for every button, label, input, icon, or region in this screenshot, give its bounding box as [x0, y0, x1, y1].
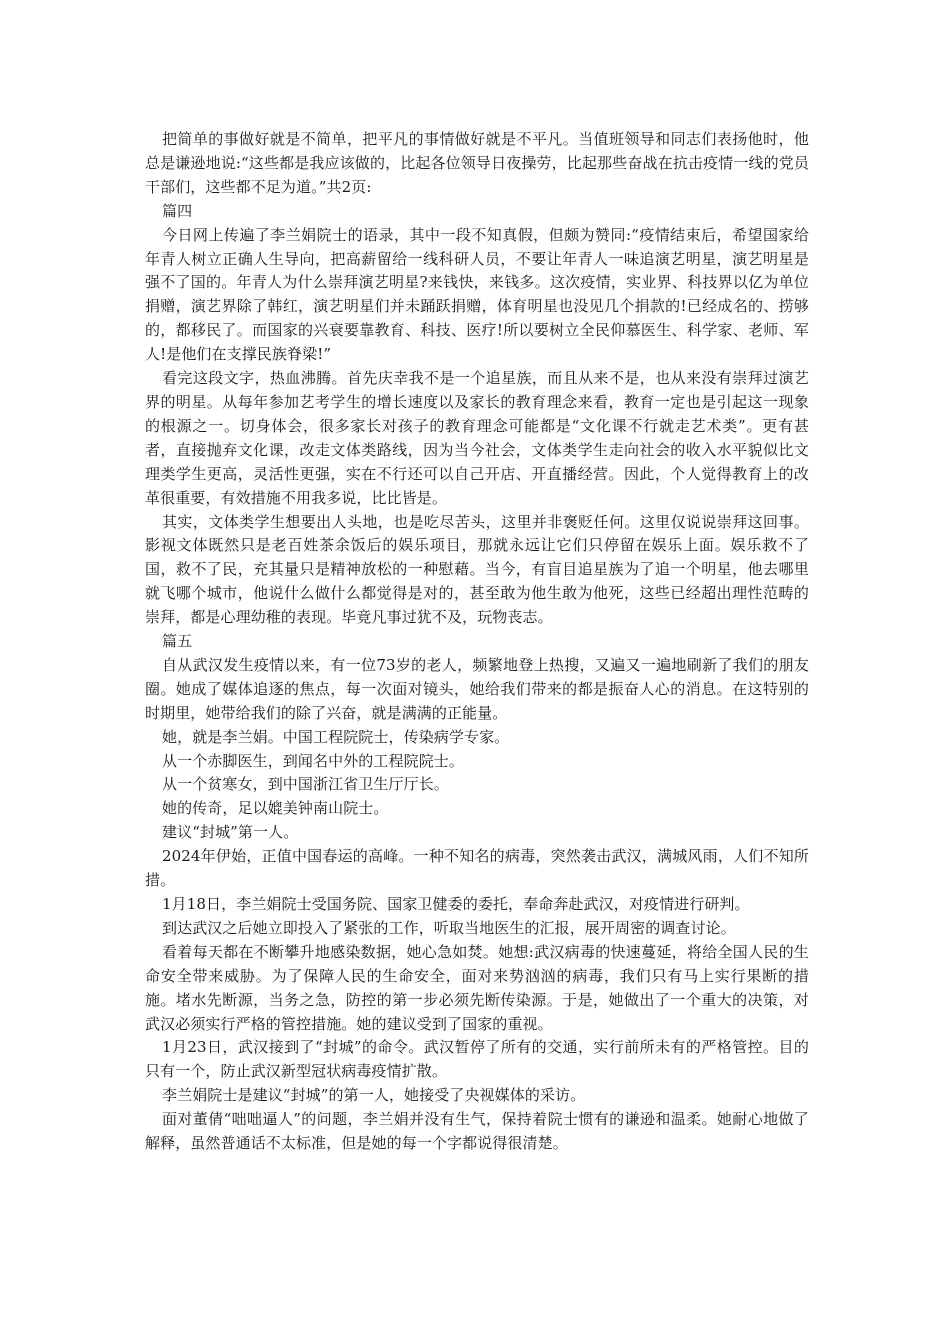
paragraph-1: 把简单的事做好就是不简单，把平凡的事情做好就是不平凡。当值班领导和同志们表扬他时，他总是谦逊地说:“这些都是我应该做的，比起各位领导日夜操劳，比起那些奋战在抗击疫情一线的党员干部们，这些都不足为道。”共2页: — [145, 130, 809, 196]
paragraph-6: 她，就是李兰娟。中国工程院院士，传染病学专家。 — [162, 727, 510, 746]
paragraph-9: 她的传奇，足以媲美钟南山院士。 — [162, 799, 389, 818]
paragraph-5: 自从武汉发生疫情以来，有一位73岁的老人，频繁地登上热搜，又遍又一遍地刷新了我们的朋友圈。她成了媒体追逐的焦点，每一次面对镜头，她给我们带来的都是振奋人心的消息。在这特别的时期里，她带给我们的除了兴奋，就是满满的正能量。 — [145, 655, 809, 722]
paragraph-8: 从一个贫寒女，到中国浙江省卫生厅厅长。 — [162, 775, 449, 794]
section-heading-5: 篇五 — [162, 632, 193, 651]
paragraph-15: 1月23日，武汉接到了“封城”的命令。武汉暂停了所有的交通，实行前所未有的严格管控。目的只有一个，防止武汉新型冠状病毒疫情扩散。 — [145, 1038, 809, 1081]
paragraph-17: 面对董倩“咄咄逼人”的问题，李兰娟并没有生气，保持着院士惯有的谦逊和温柔。她耐心地做了解释，虽然普通话不太标准，但是她的每一个字都说得很清楚。 — [145, 1110, 809, 1153]
paragraph-4: 其实，文体类学生想要出人头地，也是吃尽苦头，这里并非褒贬任何。这里仅说说崇拜这回事。影视文体既然只是老百姓茶余饭后的娱乐项目，那就永远让它们只停留在娱乐上面。娱乐救不了国，救不了民，充其量只是精神放松的一种慰藉。当今，有盲目追星族为了追一个明星，他去哪里就飞哪个城市，他说什么做什么都觉得是对的，甚至敢为他生敢为他死，这些已经超出理性范畴的崇拜，都是心理幼稚的表现。毕竟凡事过犹不及，玩物丧志。 — [145, 512, 809, 627]
section-heading-4: 篇四 — [162, 201, 193, 220]
paragraph-12: 1月18日，李兰娟院士受国务院、国家卫健委的委托，奉命奔赴武汉，对疫情进行研判。 — [162, 895, 750, 913]
paragraph-2: 今日网上传遍了李兰娟院士的语录，其中一段不知真假，但颇为赞同:“疫情结束后，希望国家给年青人树立正确人生导向，把高薪留给一线科研人员，不要让年青人一味追演艺明星，演艺明星是强不了国的。年青人为什么崇拜演艺明星?来钱快，来钱多。这次疫情，实业界、科技界以亿为单位捐赠，演艺界除了韩红，演艺明星们并未踊跃捐赠，体育明星也没见几个捐款的!已经成名的、捞够的，都移民了。而国家的兴衰要靠教育、科技、医疗!所以要树立全民仰慕医生、科学家、老师、军人!是他们在支撑民族脊梁!” — [145, 225, 809, 364]
paragraph-3: 看完这段文字，热血沸腾。首先庆幸我不是一个追星族，而且从来不是，也从来没有崇拜过演艺界的明星。从每年参加艺考学生的增长速度以及家长的教育理念来看，教育一定也是引起这一现象的根源之一。切身体会，很多家长对孩子的教育理念可能都是“文化课不行就走艺术类”。更有甚者，直接抛弃文化课，改走文体类路线，因为当今社会，文体类学生走向社会的收入水平貌似比文理类学生更高，灵活性更强，实在不行还可以自己开店、开直播经营。因此，个人觉得教育上的改革很重要，有效措施不用我多说，比比皆是。 — [145, 369, 809, 507]
paragraph-14: 看着每天都在不断攀升地感染数据，她心急如焚。她想:武汉病毒的快速蔓延，将给全国人民的生命安全带来威胁。为了保障人民的生命安全，面对来势汹汹的病毒，我们只有马上实行果断的措施。堵水先断源，当务之急，防控的第一步必须先断传染源。于是，她做出了一个重大的决策，对武汉必须实行严格的管控措施。她的建议受到了国家的重视。 — [145, 942, 809, 1033]
paragraph-7: 从一个赤脚医生，到闻名中外的工程院院士。 — [162, 751, 465, 770]
paragraph-16: 李兰娟院士是建议“封城”的第一人，她接受了央视媒体的采访。 — [162, 1086, 586, 1105]
document-page — [145, 128, 809, 1156]
paragraph-13: 到达武汉之后她立即投入了紧张的工作，听取当地医生的汇报，展开周密的调查讨论。 — [162, 918, 736, 937]
paragraph-10: 建议“封城”第一人。 — [162, 823, 299, 842]
paragraph-11: 2024年伊始，正值中国春运的高峰。一种不知名的病毒，突然袭击武汉，满城风雨，人们不知所措。 — [145, 847, 809, 890]
